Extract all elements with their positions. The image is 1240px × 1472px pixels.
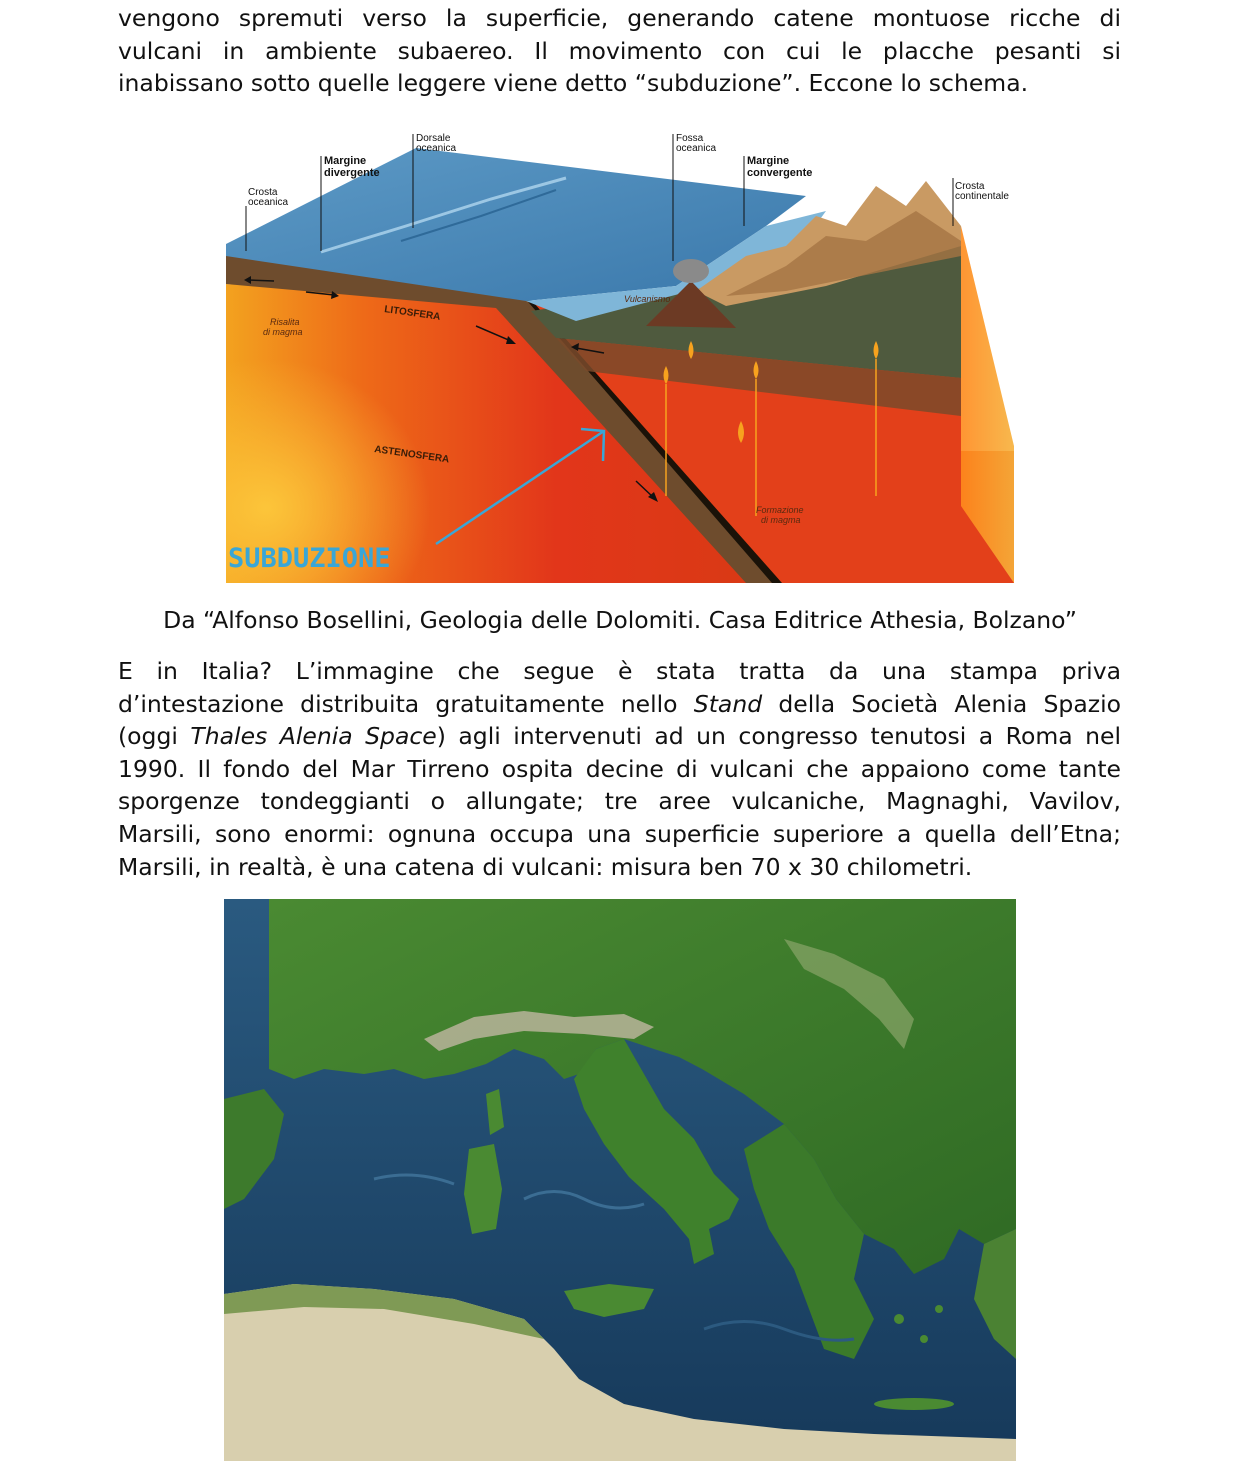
label-margine-divergente: divergente (324, 167, 380, 179)
italic-term: Stand (693, 689, 763, 718)
text-line (118, 720, 1121, 753)
motion-arrow (248, 280, 274, 281)
label-subduzione: SUBDUZIONE (228, 543, 391, 574)
label-crosta-oceanica: Crosta (248, 187, 278, 198)
mediterranean-relief-map (224, 899, 1016, 1461)
text-segment: della Società Alenia Spazio (762, 689, 1121, 718)
label-margine-divergente: Margine (324, 155, 367, 167)
label-litosfera: LITOSFERA (383, 304, 442, 323)
text-segment: ) agli intervenuti ad un congresso tenutosi a Roma nel (436, 722, 1121, 751)
text-segment: E in Italia? L’immagine che segue è stata tratta da una stampa priva (118, 657, 1121, 685)
text-line: vengono spremuti verso la superficie, generando catene montuose ricche di (118, 4, 1121, 32)
figure-caption: Da “Alfonso Bosellini, Geologia delle Dolomiti. Casa Editrice Athesia, Bolzano” (163, 606, 1077, 634)
label-crosta-continentale: Crosta (955, 181, 985, 192)
label-margine-convergente: Margine (747, 155, 790, 167)
italic-term: Thales Alenia Space (190, 722, 437, 751)
label-risalita-magma: di magma (263, 327, 303, 337)
text-segment: (oggi (118, 722, 191, 751)
aegean-island (894, 1314, 904, 1324)
text-line (118, 655, 1121, 688)
label-dorsale-oceanica: oceanica (416, 143, 457, 154)
text-line (118, 785, 1121, 818)
volcano-ash-cloud (673, 259, 709, 283)
label-risalita-magma: Risalita (270, 317, 300, 327)
label-fossa-oceanica: Fossa (676, 133, 704, 144)
text-segment: 1990. Il fondo del Mar Tirreno ospita decine di vulcani che appaiono come tante (118, 754, 1121, 783)
label-formazione-magma: di magma (761, 515, 801, 525)
mediterranean-relief-map-illustration (224, 899, 1016, 1461)
text-segment: Marsili, sono enormi: ognuna occupa una superficie superiore a quella dell’Etna; (118, 819, 1121, 848)
aegean-island (920, 1335, 928, 1343)
label-dorsale-oceanica: Dorsale (416, 133, 451, 144)
crete-island (874, 1398, 954, 1410)
subduction-diagram-illustration (226, 116, 1014, 583)
label-vulcanismo: Vulcanismo (624, 294, 671, 304)
label-margine-convergente: convergente (747, 167, 813, 179)
text-line (118, 851, 1121, 884)
paragraph-italy-volcanoes (118, 655, 1121, 883)
label-formazione-magma: Formazione (756, 505, 804, 515)
text-segment: sporgenze tondeggianti o allungate; tre aree vulcaniche, Magnaghi, Vavilov, (118, 787, 1121, 816)
text-line: vulcani in ambiente subaereo. Il movimento con cui le placche pesanti si (118, 36, 1121, 65)
text-line: inabissano sotto quelle leggere viene detto “subduzione”. Eccone lo schema. (118, 69, 1029, 98)
label-crosta-oceanica: oceanica (248, 197, 289, 208)
label-fossa-oceanica: oceanica (676, 143, 717, 154)
label-astenosfera: ASTENOSFERA (373, 444, 450, 466)
text-line (118, 818, 1121, 851)
text-segment: Marsili, in realtà, è una catena di vulcani: misura ben 70 x 30 chilometri. (118, 852, 973, 881)
land-sardinia (464, 1144, 502, 1234)
paragraph-intro-subduction (118, 2, 1121, 100)
aegean-island (935, 1305, 943, 1313)
subduction-diagram (226, 116, 1014, 583)
text-segment: d’intestazione distribuita gratuitamente nello (118, 689, 694, 718)
label-crosta-continentale: continentale (955, 191, 1009, 202)
text-line (118, 688, 1121, 721)
text-line (118, 753, 1121, 786)
